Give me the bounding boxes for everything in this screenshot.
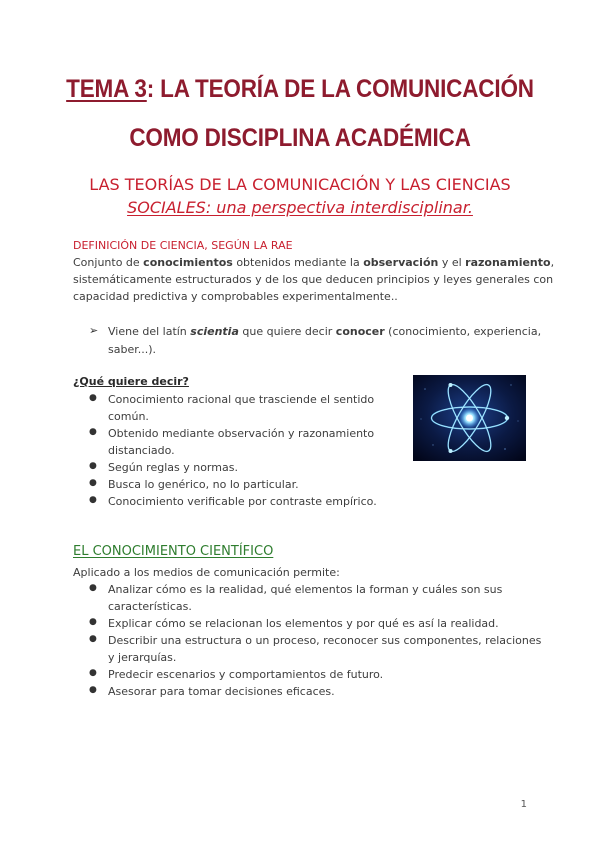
atom-image [413,375,526,461]
scientific-intro: Aplicado a los medios de comunicación permite: [73,566,340,579]
meaning-list-item: Busca lo genérico, no lo particular. [108,478,299,491]
subtitle-line-2-text: SOCIALES: una perspectiva interdisciplinar. [127,198,473,217]
origin-text-a: Viene del latín [108,325,191,338]
meaning-list-item: Según reglas y normas. [108,461,238,474]
definition-line-3: capacidad predictiva y comprobables experimentalmente.. [73,290,398,303]
bullet-icon: ● [89,495,97,505]
bullet-icon: ● [89,634,97,644]
def-text-e: y el [438,256,466,269]
bullet-icon: ● [89,685,97,695]
def-bold-observacion: observación [363,256,439,269]
scientific-list-item: Predecir escenarios y comportamientos de futuro. [108,668,384,681]
origin-conocer: conocer [335,325,385,338]
def-text-c: obtenidos mediante la [232,256,364,269]
origin-line-1 [108,323,541,340]
def-text-a: Conjunto de [73,256,144,269]
bullet-icon: ● [89,583,97,593]
def-bold-razonamiento: razonamiento [465,256,551,269]
scientific-heading: EL CONOCIMIENTO CIENTÍFICO [73,544,274,559]
section-subtitle-line-1: LAS TEORÍAS DE LA COMUNICACIÓN Y LAS CIENCIAS [89,175,511,194]
scientific-list-item: y jerarquías. [108,651,177,664]
section-subtitle-line-2 [0,196,600,219]
bullet-icon: ● [89,393,97,403]
origin-line-2: saber...). [108,343,157,356]
definition-line-1 [73,254,554,271]
meaning-list-item: Obtenido mediante observación y razonamiento [108,427,375,440]
origin-scientia: scientia [190,325,239,338]
document-title-line-2: COMO DISCIPLINA ACADÉMICA [129,124,471,152]
meaning-list-item: común. [108,410,149,423]
bullet-icon: ● [89,427,97,437]
meaning-list-item: Conocimiento verificable por contraste empírico. [108,495,377,508]
scientific-list-item: Explicar cómo se relacionan los elementos y por qué es así la realidad. [108,617,499,630]
meaning-heading: ¿Qué quiere decir? [73,375,189,388]
bullet-icon: ● [89,668,97,678]
scientific-list-item: Describir una estructura o un proceso, reconocer sus componentes, relaciones [108,634,542,647]
meaning-list-item: Conocimiento racional que trasciende el sentido [108,393,375,406]
origin-text-e: (conocimiento, experiencia, [384,325,542,338]
document-title-line-1 [30,75,570,104]
scientific-list-item: Asesorar para tomar decisiones eficaces. [108,685,335,698]
definition-line-2: sistemáticamente estructurados y de los que deducen principios y leyes generales con [73,273,554,286]
arrow-bullet-icon: ➢ [89,324,99,337]
bullet-icon: ● [89,478,97,488]
tema-label: TEMA 3 [66,75,147,103]
scientific-list-item: características. [108,600,192,613]
meaning-list-item: distanciado. [108,444,175,457]
def-text-g: , [550,256,555,269]
definition-heading: DEFINICIÓN DE CIENCIA, SEGÚN LA RAE [73,239,293,252]
scientific-list-item: Analizar cómo es la realidad, qué elementos la forman y cuáles son sus [108,583,503,596]
bullet-icon: ● [89,461,97,471]
def-bold-conocimientos: conocimientos [143,256,233,269]
title-line-1-text: : LA TEORÍA DE LA COMUNICACIÓN [146,75,534,103]
bullet-icon: ● [89,617,97,627]
page-number: 1 [520,799,527,810]
origin-text-c: que quiere decir [238,325,336,338]
